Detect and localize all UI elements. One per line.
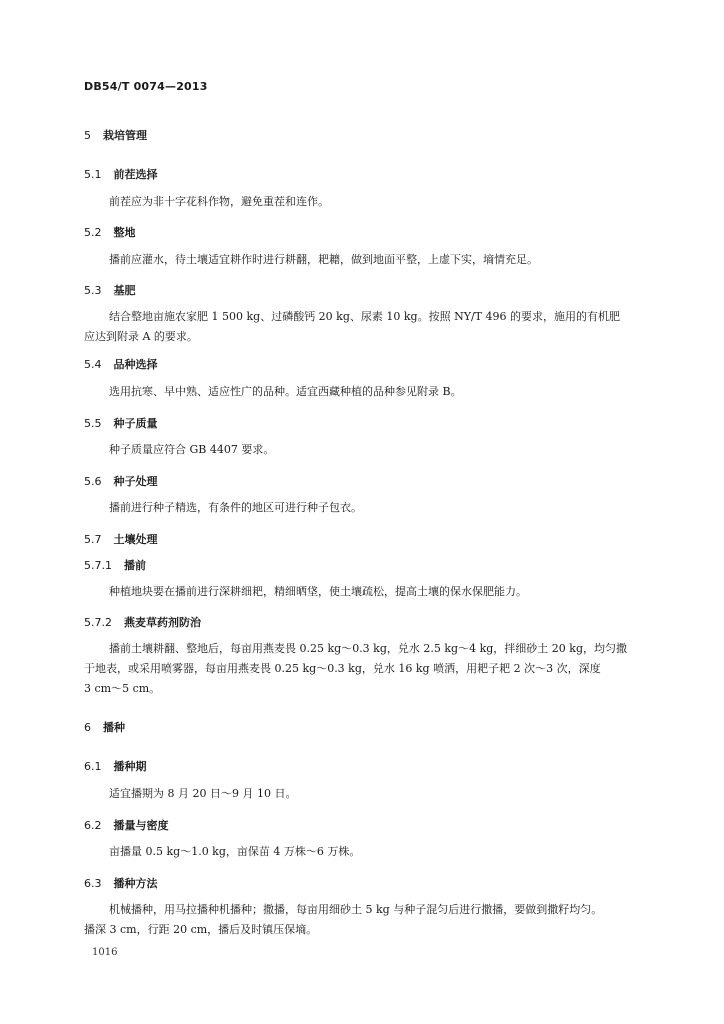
section-heading — [84, 758, 147, 774]
paragraph-line: 播前应灌水，待土壤适宜耕作时进行耕翻，耙耱，做到地面平整，上虚下实，墒情充足。 — [109, 253, 538, 266]
section-number: 5.1 — [84, 168, 102, 181]
paragraph-line: 播前进行种子精选，有条件的地区可进行种子包衣。 — [109, 501, 362, 514]
section-heading — [84, 473, 158, 489]
section-heading — [84, 356, 158, 372]
section-heading — [84, 817, 169, 833]
section-number: 5.6 — [84, 475, 102, 488]
section-heading — [84, 719, 125, 735]
section-title: 种子质量 — [113, 417, 158, 430]
section-heading — [84, 415, 158, 431]
paragraph-line: 适宜播期为 8 月 20 日～9 月 10 日。 — [109, 787, 297, 800]
section-number: 5.7.2 — [84, 616, 112, 629]
paragraph-line: 前茬应为非十字花科作物，避免重茬和连作。 — [109, 195, 329, 208]
section-number: 6.3 — [84, 877, 102, 890]
section-title: 种子处理 — [113, 475, 158, 488]
section-title: 播量与密度 — [113, 819, 169, 832]
section-heading — [84, 531, 158, 547]
paragraph-line: 机械播种，用马拉播种机播种；撒播，每亩用细砂土 5 kg 与种子混匀后进行撒播，要做到撒籽均匀。 — [109, 903, 603, 916]
section-title: 整地 — [113, 226, 136, 239]
section-number: 5.2 — [84, 226, 102, 239]
paragraph-line: 种子质量应符合 GB 4407 要求。 — [109, 443, 275, 456]
paragraph-line: 亩播量 0.5 kg～1.0 kg，亩保苗 4 万株～6 万株。 — [109, 845, 361, 858]
section-number: 6.2 — [84, 819, 102, 832]
paragraph-line: 选用抗寒、早中熟、适应性广的品种。适宜西藏种植的品种参见附录 B。 — [109, 385, 462, 398]
section-number: 6 — [84, 721, 91, 734]
section-title: 前茬选择 — [113, 168, 158, 181]
paragraph-line: 于地表，或采用喷雾器，每亩用燕麦畏 0.25 kg～0.3 kg，兑水 16 kg 喷洒，用耙子耙 2 次～3 次，深度 — [84, 662, 601, 675]
body-paragraph — [84, 307, 684, 347]
body-paragraph — [109, 784, 669, 804]
paragraph-line: 播前土壤耕翻、整地后，每亩用燕麦畏 0.25 kg～0.3 kg，兑水 2.5 kg～4 kg，拌细砂土 20 kg，均匀撒 — [109, 642, 627, 655]
section-title: 土壤处理 — [113, 533, 158, 546]
section-heading — [84, 166, 158, 182]
section-heading — [84, 224, 136, 240]
standard-code-header: DB54/T 0074—2013 — [84, 80, 208, 93]
body-paragraph — [109, 440, 669, 460]
page-number: 1016 — [92, 947, 118, 958]
section-title: 栽培管理 — [103, 129, 147, 142]
section-title: 基肥 — [113, 284, 136, 297]
paragraph-line: 种植地块要在播前进行深耕细耙，精细晒垡，使土壤疏松，提高土壤的保水保肥能力。 — [109, 585, 527, 598]
body-paragraph — [109, 192, 669, 212]
section-number: 5.4 — [84, 358, 102, 371]
section-number: 5.3 — [84, 284, 102, 297]
body-paragraph — [109, 498, 669, 518]
section-number: 5.7 — [84, 533, 102, 546]
section-title: 燕麦草药剂防治 — [124, 616, 201, 629]
section-title: 播种方法 — [113, 877, 158, 890]
section-heading — [84, 282, 136, 298]
body-paragraph — [84, 900, 684, 940]
section-title: 播种 — [103, 721, 125, 734]
body-paragraph — [109, 582, 669, 602]
paragraph-line: 结合整地亩施农家肥 1 500 kg、过磷酸钙 20 kg、尿素 10 kg。按照 NY/T 496 的要求，施用的有机肥 — [109, 310, 620, 323]
body-paragraph — [84, 639, 684, 699]
paragraph-line: 播深 3 cm，行距 20 cm，播后及时镇压保墒。 — [84, 923, 318, 936]
paragraph-line: 3 cm～5 cm。 — [84, 682, 161, 695]
section-heading — [84, 557, 146, 573]
section-heading — [84, 614, 201, 630]
section-number: 6.1 — [84, 760, 102, 773]
body-paragraph — [109, 382, 669, 402]
section-number: 5 — [84, 129, 91, 142]
section-title: 品种选择 — [113, 358, 158, 371]
section-heading — [84, 127, 147, 143]
section-number: 5.7.1 — [84, 559, 112, 572]
body-paragraph — [109, 250, 669, 270]
paragraph-line: 应达到附录 A 的要求。 — [84, 330, 198, 343]
body-paragraph — [109, 842, 669, 862]
section-title: 播前 — [124, 559, 146, 572]
section-title: 播种期 — [113, 760, 147, 773]
section-number: 5.5 — [84, 417, 102, 430]
section-heading — [84, 875, 158, 891]
